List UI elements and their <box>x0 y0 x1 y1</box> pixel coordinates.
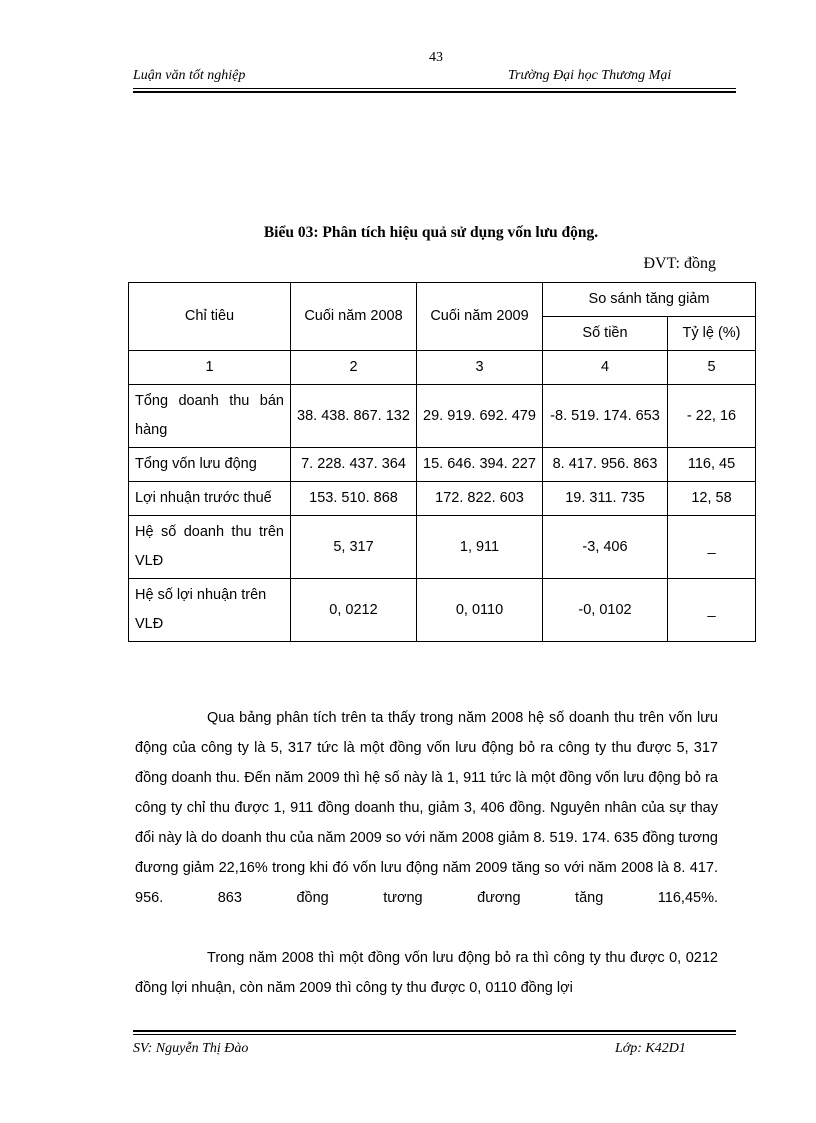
data-table <box>128 282 756 642</box>
row-label: Tổng doanh thu bán hàng <box>129 385 291 448</box>
footer-left-text: SV: Nguyễn Thị Đào <box>133 1041 249 1056</box>
cell-pct: 12, 58 <box>668 482 756 516</box>
cell-2008: 0, 0212 <box>291 579 417 642</box>
cell-2009: 15. 646. 394. 227 <box>417 448 543 482</box>
cell-pct: - 22, 16 <box>668 385 756 448</box>
cell-diff: -8. 519. 174. 653 <box>543 385 668 448</box>
header-left-text: Luận văn tốt nghiệp <box>133 68 246 83</box>
header-so-tien: Số tiền <box>543 317 668 351</box>
cell-pct: 116, 45 <box>668 448 756 482</box>
index-cell: 5 <box>668 351 756 385</box>
paragraph-profit: Trong năm 2008 thì một đồng vốn lưu động bỏ ra thì công ty thu được 0, 0212 đồng lợi nhuận, còn năm 2009 thì công ty thu được 0, 0110 đồng lợi <box>135 950 718 996</box>
table-header-row <box>129 283 756 317</box>
row-label: Lợi nhuận trước thuế <box>129 482 291 516</box>
index-cell: 3 <box>417 351 543 385</box>
table-row <box>129 579 756 642</box>
page-number: 43 <box>429 50 443 65</box>
cell-2009: 1, 911 <box>417 516 543 579</box>
cell-2008: 153. 510. 868 <box>291 482 417 516</box>
cell-pct: _ <box>668 579 756 642</box>
footer-rule-thick <box>133 1030 736 1032</box>
table-row <box>129 516 756 579</box>
header-chi-tieu: Chỉ tiêu <box>129 283 291 351</box>
table-index-row <box>129 351 756 385</box>
index-cell: 4 <box>543 351 668 385</box>
header-ty-le: Tỷ lệ (%) <box>668 317 756 351</box>
index-cell: 2 <box>291 351 417 385</box>
cell-2008: 38. 438. 867. 132 <box>291 385 417 448</box>
table-row <box>129 448 756 482</box>
footer-rule-thin <box>133 1034 736 1035</box>
table-row <box>129 482 756 516</box>
cell-diff: -3, 406 <box>543 516 668 579</box>
row-label: Hệ số lợi nhuận trên VLĐ <box>129 579 291 642</box>
row-label: Hệ số doanh thu trên VLĐ <box>129 516 291 579</box>
cell-diff: 8. 417. 956. 863 <box>543 448 668 482</box>
header-2008: Cuối năm 2008 <box>291 283 417 351</box>
unit-label: ĐVT: đồng <box>643 255 716 272</box>
index-cell: 1 <box>129 351 291 385</box>
cell-2008: 7. 228. 437. 364 <box>291 448 417 482</box>
header-2009: Cuối năm 2009 <box>417 283 543 351</box>
cell-diff: 19. 311. 735 <box>543 482 668 516</box>
table-row <box>129 385 756 448</box>
cell-2009: 172. 822. 603 <box>417 482 543 516</box>
header-compare: So sánh tăng giảm <box>543 283 756 317</box>
cell-2009: 29. 919. 692. 479 <box>417 385 543 448</box>
cell-2009: 0, 0110 <box>417 579 543 642</box>
header-right-text: Trường Đại học Thương Mại <box>508 68 672 83</box>
header-rule-thick <box>133 91 736 93</box>
row-label: Tổng vốn lưu động <box>129 448 291 482</box>
cell-diff: -0, 0102 <box>543 579 668 642</box>
header-rule-thin <box>133 88 736 89</box>
footer-right-text: Lớp: K42D1 <box>615 1041 686 1056</box>
cell-pct: _ <box>668 516 756 579</box>
paragraph-analysis: Qua bảng phân tích trên ta thấy trong năm 2008 hệ số doanh thu trên vốn lưu động của công ty là 5, 317 tức là một đồng vốn lưu động bỏ ra công ty thu được 5, 317 đồng doanh thu. Đến năm 2009 thì hệ số này là 1, 911 tức là một đồng vốn lưu động bỏ ra công ty chỉ thu được 1, 911 đồng doanh thu, giảm 3, 406 đồng. Nguyên nhân của sự thay đổi này là do doanh thu của năm 2009 so với năm 2008 giảm 8. 519. 174. 635 đồng tương đương giảm 22,16% trong khi đó vốn lưu động năm 2009 tăng so với năm 2008 là 8. 417. 956. 863 đồng tương đương tăng 116,45%. <box>135 710 718 906</box>
table-title: Biểu 03: Phân tích hiệu quả sử dụng vốn lưu động. <box>263 224 599 241</box>
cell-2008: 5, 317 <box>291 516 417 579</box>
